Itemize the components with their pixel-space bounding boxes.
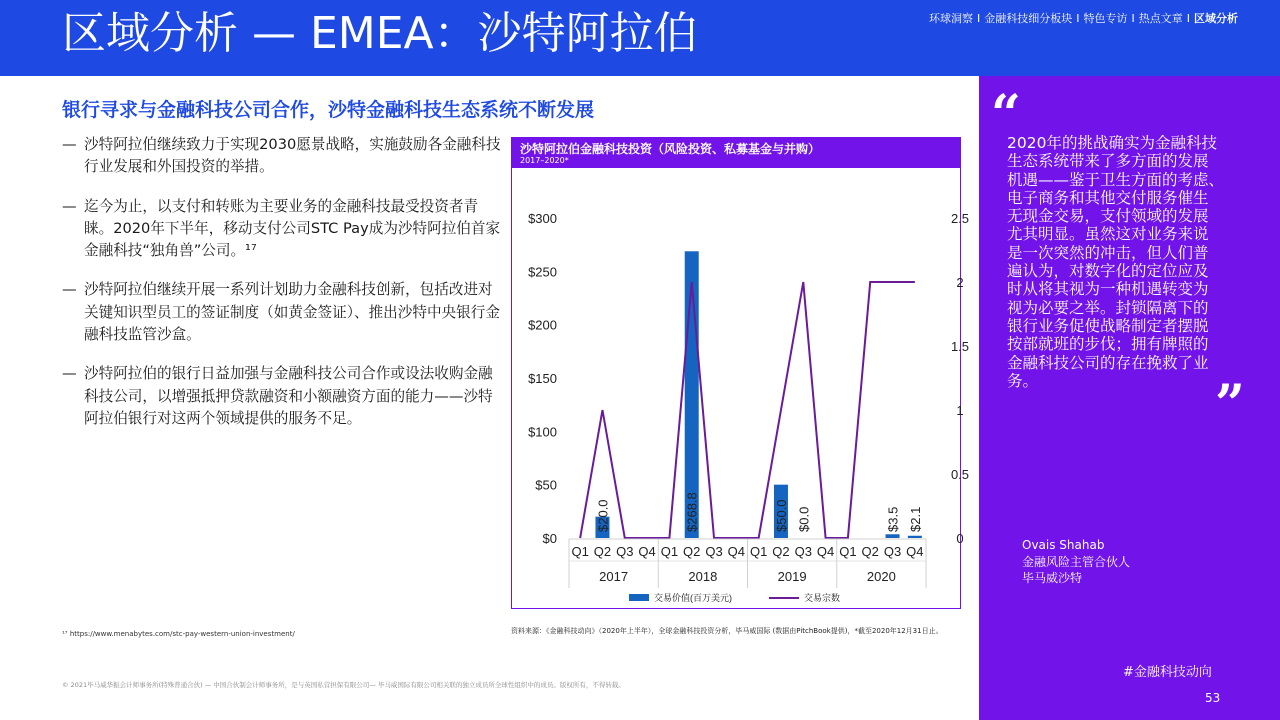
hashtag: #金融科技动向 — [1123, 665, 1212, 680]
x-tick-label: Q1 — [839, 544, 857, 559]
x-tick-label: Q4 — [906, 544, 924, 559]
x-tick-label: Q4 — [727, 544, 746, 559]
nav-link[interactable]: 区域分析 — [1194, 12, 1238, 25]
bullet-dash: — — [62, 281, 77, 299]
quote-author — [1022, 537, 1130, 587]
bar-data-label: $50.0 — [773, 499, 789, 532]
y-right-tick-label: 1 — [956, 403, 964, 418]
bar — [908, 536, 922, 538]
bullet-dash: — — [62, 136, 77, 153]
page-number: 53 — [1205, 691, 1221, 705]
x-tick-label: Q1 — [571, 544, 589, 559]
close-quote-icon: ” — [1215, 374, 1245, 435]
x-tick-label: Q1 — [749, 544, 768, 559]
legend-bar-swatch — [629, 594, 649, 601]
bullet-text: 沙特阿拉伯继续开展一系列计划助力金融科技创新，包括改进对关键知识型员工的签证制度（如黄金签证）、推出沙特中央银行金融科技监管沙盒。 — [84, 281, 500, 344]
bullet-text: 沙特阿拉伯的银行日益加强与金融科技公司合作或设法收购金融科技公司，以增强抵押贷款融资和小额融资方面的能力——沙特阿拉伯银行对这两个领域提供的服务不足。 — [84, 365, 493, 427]
author-name: Ovais Shahab — [1022, 538, 1105, 552]
x-tick-label: Q3 — [705, 544, 723, 559]
x-tick-label: Q4 — [638, 544, 656, 559]
copyright: © 2021毕马威华振会计师事务所(特殊普通合伙) — 中国合伙制会计师事务所，是与英国私营担保有限公司— 毕马威国际有限公司相关联的独立成员所全球性组织中的成员。版权所有，不得转载。 — [62, 681, 625, 689]
x-tick-label: Q2 — [593, 544, 612, 559]
nav-link[interactable]: 金融科技细分板块 — [984, 12, 1073, 25]
bar — [886, 534, 900, 538]
quote-line: 无现金交易，支付领域的发展 — [1007, 207, 1209, 226]
section-subtitle: 银行寻求与金融科技公司合作，沙特金融科技生态系统不断发展 — [62, 99, 595, 121]
chart-panel — [511, 137, 970, 609]
x-tick-label: Q3 — [794, 544, 812, 559]
quote-line: 是一次突然的冲击，但人们普 — [1007, 243, 1209, 262]
bar-data-label: $0.0 — [796, 506, 812, 532]
bar-data-label: $20.0 — [595, 499, 611, 532]
year-label: 2020 — [866, 569, 896, 584]
nav-separator: I — [1076, 12, 1080, 25]
y-left-tick-label: $300 — [528, 211, 557, 226]
x-tick-label: Q4 — [816, 544, 835, 559]
author-org: 毕马威沙特 — [1022, 571, 1083, 585]
quote-panel — [979, 76, 1280, 720]
nav-separator: I — [1186, 12, 1190, 25]
quote-line: 尤其明显。虽然这对业务来说 — [1007, 225, 1209, 244]
year-label: 2019 — [777, 569, 807, 584]
y-right-tick-label: 2 — [956, 275, 964, 290]
y-left-tick-label: $0 — [542, 531, 557, 546]
footnote: ¹⁷ https://www.menabytes.com/stc-pay-western-union-investment/ — [62, 630, 295, 638]
author-title: 金融风险主管合伙人 — [1022, 554, 1131, 569]
legend-bar-label: 交易价值(百万美元) — [654, 593, 732, 603]
quote-line: 视为必要之举。封锁隔离下的 — [1007, 298, 1209, 317]
nav-link[interactable]: 热点文章 — [1138, 12, 1183, 25]
investment-chart — [512, 168, 970, 608]
nav-link[interactable]: 环球洞察 — [929, 12, 973, 25]
quote-text — [1007, 134, 1247, 390]
bullet-item — [62, 363, 502, 430]
quote-line: 银行业务促使战略制定者摆脱 — [1007, 316, 1209, 335]
y-right-tick-label: 1.5 — [950, 339, 970, 354]
bullet-item — [62, 279, 502, 346]
bullet-dash: — — [62, 197, 77, 215]
nav-link[interactable]: 特色专访 — [1083, 12, 1128, 25]
page-title: 区域分析 — EMEA：沙特阿拉伯 — [62, 8, 698, 59]
x-tick-label: Q3 — [883, 544, 902, 559]
x-tick-label: Q3 — [616, 544, 634, 559]
chart-title: 沙特阿拉伯金融科技投资（风险投资、私募基金与并购） — [520, 142, 821, 156]
x-tick-label: Q2 — [683, 544, 701, 559]
bullet-text: 沙特阿拉伯继续致力于实现2030愿景战略，实施鼓励各金融科技行业发展和外国投资的举措。 — [84, 136, 501, 176]
quote-line: 生态系统带来了多方面的发展 — [1007, 152, 1209, 171]
nav-separator: I — [977, 12, 981, 25]
bar-data-label: $3.5 — [885, 506, 901, 532]
x-tick-label: Q1 — [660, 544, 679, 559]
bullet-dash: — — [62, 365, 77, 383]
quote-line: 金融科技公司的存在挽救了业 — [1007, 353, 1209, 372]
quote-line: 2020年的挑战确实为金融科技 — [1007, 134, 1217, 152]
year-label: 2018 — [688, 569, 718, 584]
y-left-tick-label: $50 — [535, 477, 557, 493]
open-quote-icon: “ — [991, 84, 1021, 145]
chart-header — [512, 138, 960, 168]
bullet-item — [62, 196, 502, 263]
y-left-tick-label: $250 — [528, 264, 557, 280]
y-right-tick-label: 0 — [956, 531, 964, 546]
bar-data-label: $2.1 — [907, 506, 923, 532]
quote-line: 机遇——鉴于卫生方面的考虑、 — [1007, 170, 1225, 189]
bullet-text: 迄今为止，以支付和转账为主要业务的金融科技最受投资者青睐。2020年下半年，移动支付公司STC Pay成为沙特阿拉伯首家金融科技“独角兽”公司。¹⁷ — [84, 197, 501, 260]
y-left-tick-label: $100 — [528, 424, 557, 440]
header-bar — [0, 0, 1280, 76]
nav-separator: I — [1131, 12, 1135, 25]
quote-line: 按部就班的步伐；拥有牌照的 — [1007, 335, 1209, 354]
deal-count-line — [580, 282, 915, 538]
top-nav — [929, 10, 1238, 26]
quote-line: 遍认为，对数字化的定位应及 — [1007, 262, 1209, 281]
quote-line: 务。 — [1007, 371, 1039, 390]
x-tick-label: Q2 — [861, 544, 879, 559]
legend-line-label: 交易宗数 — [804, 593, 841, 603]
y-right-tick-label: 0.5 — [950, 467, 970, 482]
year-label: 2017 — [599, 569, 629, 584]
chart-source: 资料来源：《金融科技动向》（2020年上半年），全球金融科技投资分析，毕马威国际 (数据由PitchBook提供)，*截至2020年12月31日止。 — [511, 627, 943, 635]
x-tick-label: Q2 — [772, 544, 790, 559]
bullet-item — [62, 134, 502, 179]
chart-subtitle: 2017–2020* — [520, 156, 569, 165]
y-right-tick-label: 2.5 — [950, 211, 970, 226]
quote-line: 电子商务和其他交付服务催生 — [1007, 188, 1209, 207]
bar-data-label: $268.8 — [684, 492, 700, 532]
quote-line: 时从将其视为一种机遇转变为 — [1007, 280, 1209, 299]
y-left-tick-label: $150 — [528, 371, 557, 386]
bullet-list — [62, 134, 502, 447]
y-left-tick-label: $200 — [528, 317, 557, 333]
